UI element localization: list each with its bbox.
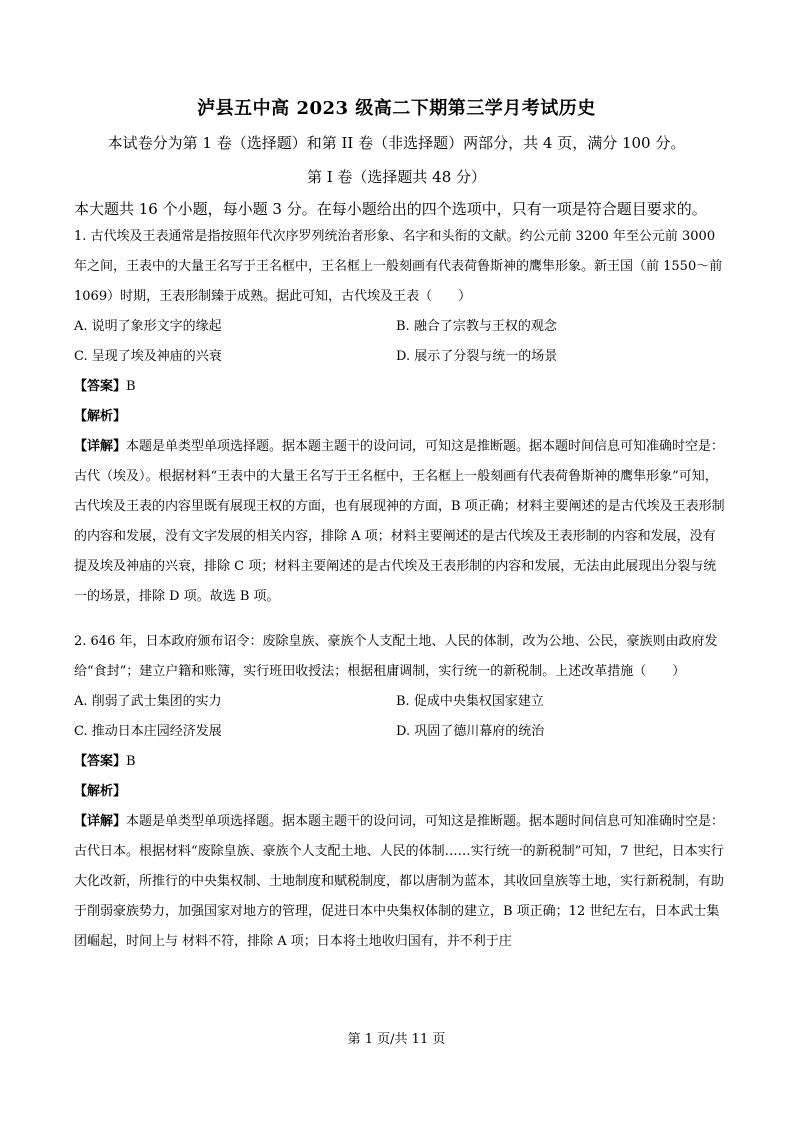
question-1-option-d: D. 展示了分裂与统一的场景	[396, 349, 558, 364]
question-1-answer	[74, 372, 726, 402]
question-1-option-c: C. 呈现了埃及神庙的兴衰	[74, 349, 222, 364]
question-2-explanation-text	[74, 807, 726, 957]
detail-text: 本题是单类型单项选择题。据本题主题干的设问词，可知这是推断题。据本题时间信息可知准确时空是：古代（埃及）。根据材料“王表中的大量王名写于王名框中，王名框上一般刻画有代表荷鲁斯神的鹰隼形象”可知，古代埃及王表的内容里既有展现王权的方面，也有展现神的方面，B 项正确；材料主要阐述的是古代埃及王表形制的内容和发展，没有文字发展的相关内容，排除 A 项；材料主要阐述的是古代埃及王表形制的内容和发展，没有提及埃及神庙的兴衰，排除 C 项；材料主要阐述的是古代埃及王表形制的内容和发展，无法由此展现出分裂与统一的场景，排除 D 项。故选 B 项。	[74, 439, 725, 604]
page-number: 第 1 页/共 11 页	[347, 1032, 446, 1047]
detail-text: 本题是单类型单项选择题。据本题主题干的设问词，可知这是推断题。据本题时间信息可知准确时空是：古代日本。根据材料“废除皇族、豪族个人支配土地、人民的体制……实行统一的新税制”可知，7 世纪，日本实行大化改新，所推行的中央集权制、土地制度和赋税制度，都以唐制为蓝本，其收回皇族等土地，实行新税制，有助于削弱豪族势力，加强国家对地方的管理，促进日本中央集权体制的建立，B 项正确；12 世纪左右，日本武士集团崛起，时间上与 材料不符，排除 A 项；日本将土地收归国有，并不利于庄	[74, 814, 725, 949]
question-2-answer	[74, 747, 726, 777]
question-2-options	[74, 687, 726, 747]
question-1-stem	[74, 222, 726, 312]
question-2-explanation	[74, 807, 726, 957]
answer-value: B	[126, 754, 136, 769]
question-2-analysis-heading	[74, 777, 726, 807]
answer-value: B	[126, 379, 136, 394]
question-2-stem-text: 2. 646 年，日本政府颁布诏令：废除皇族、豪族个人支配土地、人民的体制，改为公地、公民，豪族则由政府发给“食封”；建立户籍和账簿，实行班田收授法；根据租庸调制，实行统一的新税制。上述改革措施（ ）	[74, 634, 718, 679]
exam-subtitle: 本试卷分为第 1 卷（选择题）和第 II 卷（非选择题）两部分，共 4 页，满分 100 分。	[107, 134, 686, 152]
analysis-label: 【解析】	[74, 409, 127, 424]
page-title: 泸县五中高 2023 级高二下期第三学月考试历史	[197, 98, 596, 119]
question-1-option-b: B. 融合了宗教与王权的观念	[396, 319, 557, 334]
question-2-option-b: B. 促成中央集权国家建立	[396, 694, 544, 709]
answer-label: 【答案】	[74, 754, 127, 769]
analysis-label: 【解析】	[74, 784, 127, 799]
answer-label: 【答案】	[74, 379, 127, 394]
section-title: 第 I 卷（选择题共 48 分）	[306, 168, 487, 186]
question-2-stem	[74, 627, 726, 687]
question-1-options	[74, 312, 726, 372]
detail-label: 【详解】	[74, 814, 127, 829]
question-2-option-c: C. 推动日本庄园经济发展	[74, 724, 222, 739]
instruction-text: 本大题共 16 个小题，每小题 3 分。在每小题给出的四个选项中，只有一项是符合题目要求的。	[74, 200, 707, 218]
question-1-explanation	[74, 432, 726, 612]
question-1	[74, 222, 726, 612]
detail-label: 【详解】	[74, 439, 127, 454]
question-1-option-a: A. 说明了象形文字的缘起	[74, 319, 222, 334]
question-1-stem-text: 1. 古代埃及王表通常是指按照年代次序罗列统治者形象、名字和头衔的文献。约公元前 3200 年至公元前 3000 年之间，王表中的大量王名写于王名框中，王名框上一般刻画有代表荷鲁斯神的鹰隼形象。新王国（前 1550～前 1069）时期，王表形制臻于成熟。据此可知，古代埃及王表（ ）	[74, 229, 723, 304]
question-1-explanation-text	[74, 432, 726, 612]
question-1-analysis-heading	[74, 402, 726, 432]
question-2-option-d: D. 巩固了德川幕府的统治	[396, 724, 545, 739]
question-2-option-a: A. 削弱了武士集团的实力	[74, 694, 222, 709]
question-2	[74, 627, 726, 957]
